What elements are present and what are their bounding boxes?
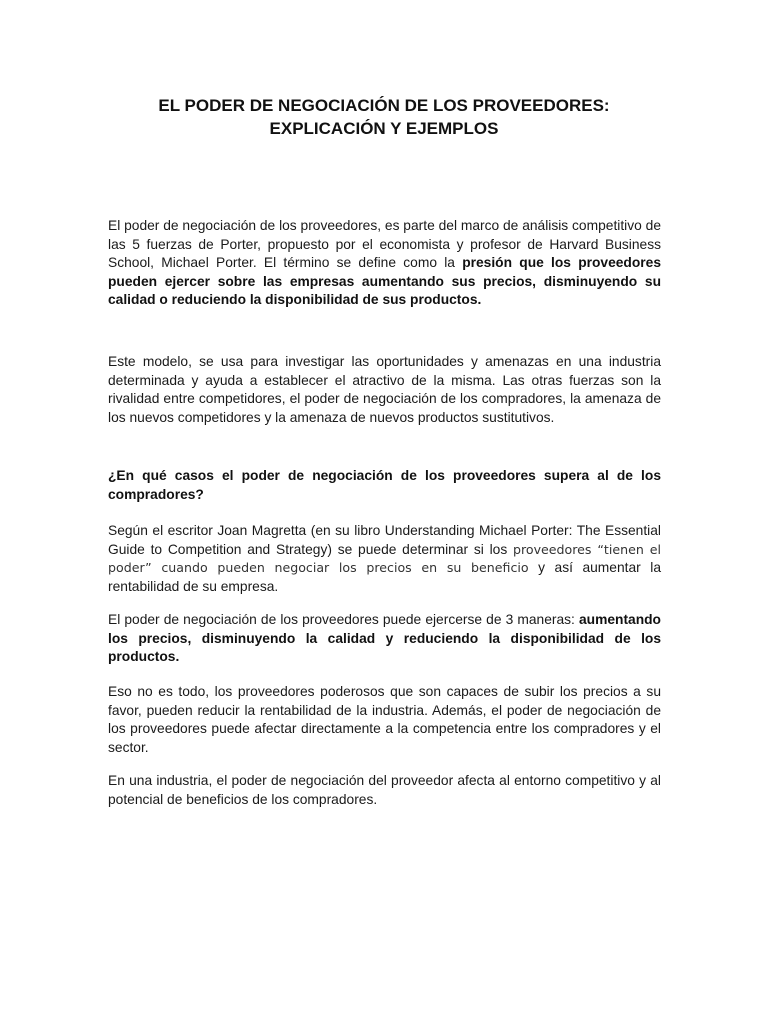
- paragraph-powerful-suppliers-text: Eso no es todo, los proveedores poderosos que son capaces de subir los precios a su favor, pueden reducir la rentabilidad de la industria. Además, el poder de negociación de los proveedores puede afectar directamente a la competencia entre los compradores y el sector.: [108, 684, 661, 755]
- paragraph-magretta-text: Según el escritor Joan Magretta (en su libro Understanding Michael Porter: The Essential Guide to Competition and Strategy) se puede determinar si los: [108, 523, 661, 557]
- paragraph-model: [108, 353, 661, 427]
- paragraph-intro-text: El poder de negociación de los proveedores, es parte del marco de análisis competitivo de las 5 fuerzas de Porter, propuesto por el economista y profesor de Harvard Business School, Michael Porter. El término se define como la: [108, 218, 661, 271]
- title-line-2: EXPLICACIÓN Y EJEMPLOS: [269, 119, 499, 138]
- paragraph-three-ways: [108, 611, 661, 667]
- paragraph-industry-effect-text: En una industria, el poder de negociación del proveedor afecta al entorno competitivo y al potencial de beneficios de los compradores.: [108, 773, 661, 807]
- section-question-heading: [108, 467, 661, 504]
- document-title: [80, 94, 688, 140]
- paragraph-three-ways-bold: aumentando los precios, disminuyendo la calidad y reduciendo la disponibilidad de los productos.: [108, 612, 661, 665]
- paragraph-intro-bold: presión que los proveedores pueden ejercer sobre las empresas aumentando sus precios, disminuyendo su calidad o reduciendo la disponibilidad de sus productos.: [108, 255, 662, 308]
- paragraph-powerful-suppliers: [108, 683, 661, 757]
- paragraph-three-ways-text: El poder de negociación de los proveedores puede ejercerse de 3 maneras:: [108, 612, 579, 627]
- section-question-text: ¿En qué casos el poder de negociación de los proveedores supera al de los compradores?: [108, 468, 661, 502]
- paragraph-magretta-tail: y así aumentar la rentabilidad de su empresa.: [108, 560, 661, 594]
- paragraph-magretta-alt-font: proveedores “tienen el poder” cuando pueden negociar los precios en su beneficio: [108, 541, 661, 576]
- title-line-1: EL PODER DE NEGOCIACIÓN DE LOS PROVEEDORES:: [158, 96, 610, 115]
- paragraph-intro: [108, 217, 661, 310]
- paragraph-magretta: [108, 522, 661, 596]
- paragraph-industry-effect: [108, 772, 661, 809]
- paragraph-model-text: Este modelo, se usa para investigar las oportunidades y amenazas en una industria determinada y ayuda a establecer el atractivo de la misma. Las otras fuerzas son la rivalidad entre competidores, el poder de negociación de los compradores, la amenaza de los nuevos competidores y la amenaza de nuevos productos sustitutivos.: [108, 354, 661, 425]
